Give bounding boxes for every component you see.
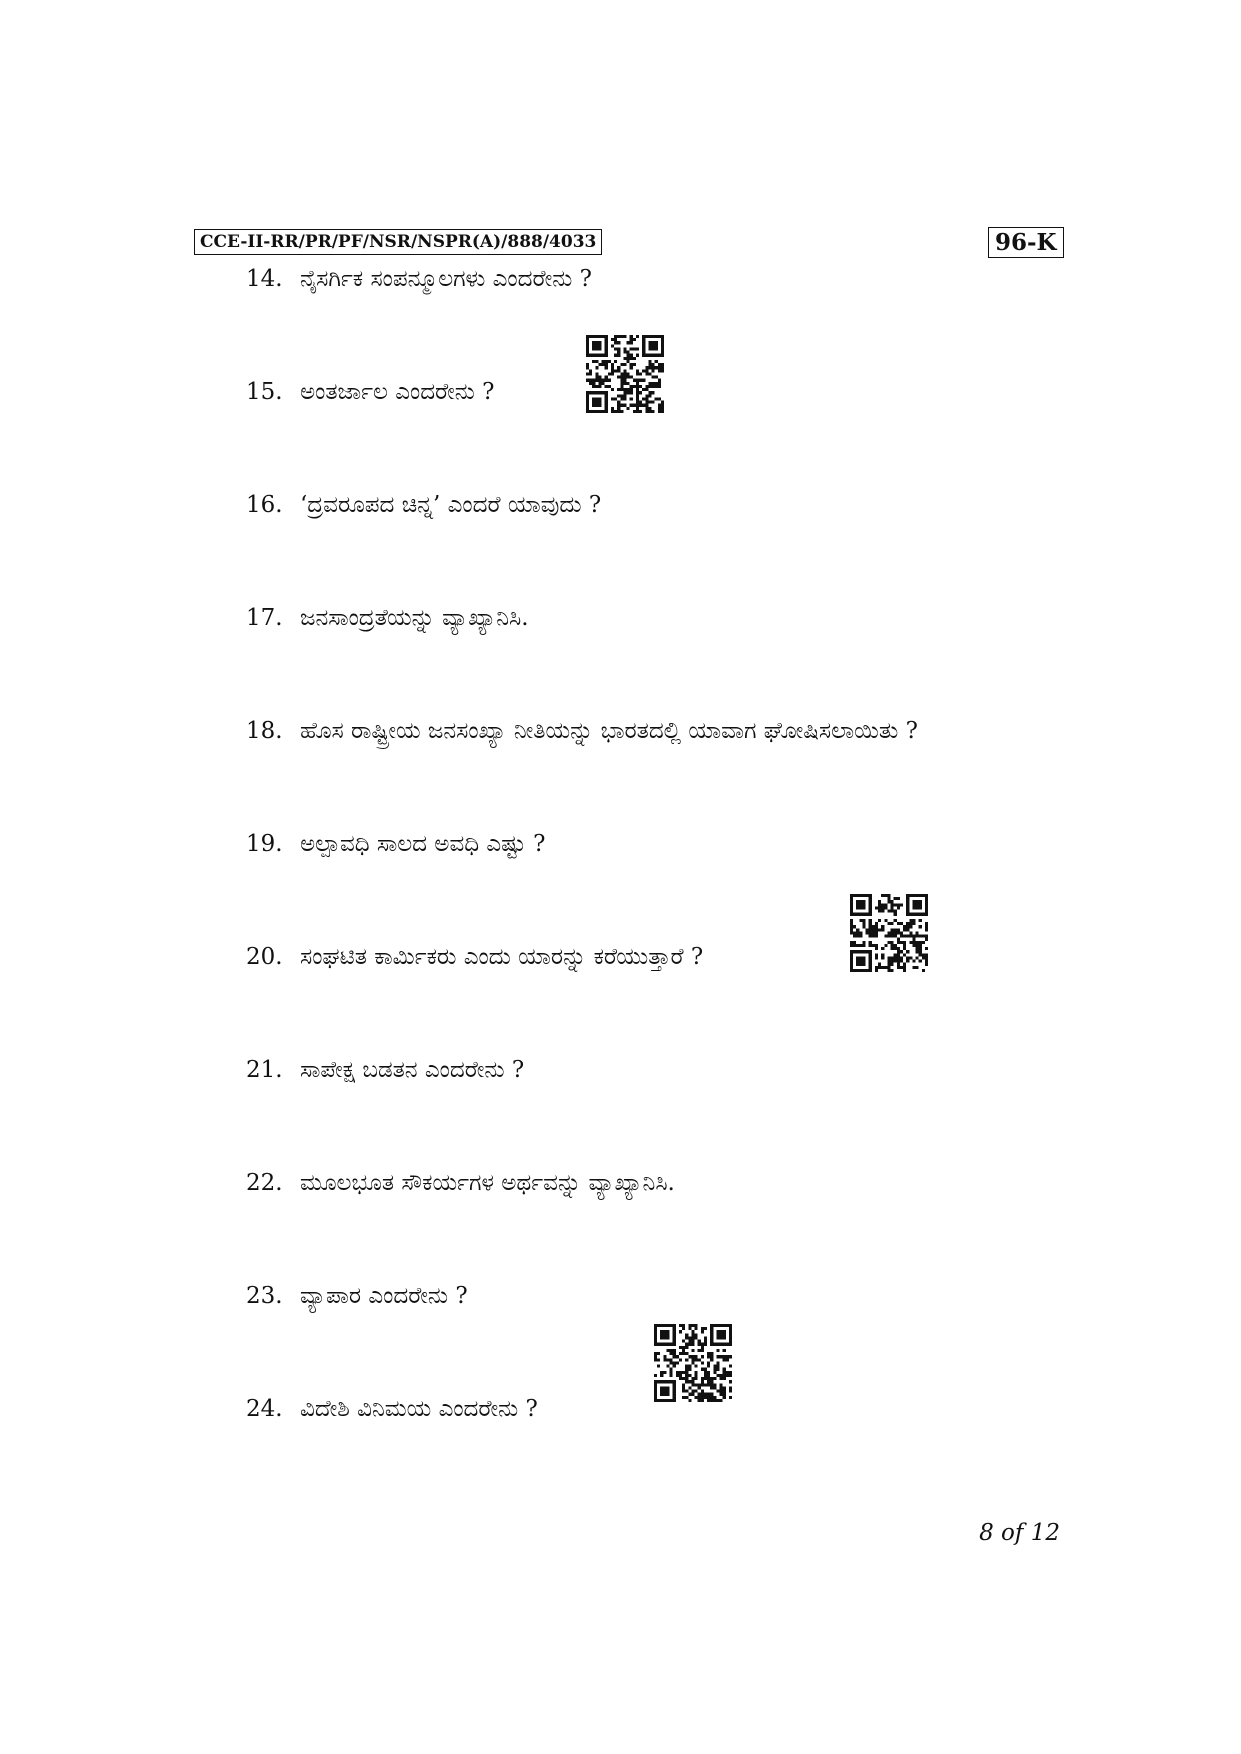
- question-text: ಜನಸಾಂದ್ರತೆಯನ್ನು ವ್ಯಾಖ್ಯಾನಿಸಿ.: [300, 605, 529, 631]
- question-24: [246, 1398, 538, 1421]
- question-number: 22.: [246, 1170, 283, 1196]
- question-text: ಅಲ್ಪಾವಧಿ ಸಾಲದ ಅವಧಿ ಎಷ್ಟು ?: [300, 831, 546, 857]
- question-text: ‘ದ್ರವರೂಪದ ಚಿನ್ನ’ ಎಂದರೆ ಯಾವುದು ?: [300, 492, 602, 518]
- question-text: ಸಾಪೇಕ್ಷ ಬಡತನ ಎಂದರೇನು ?: [300, 1057, 525, 1083]
- page-number: 8 of 12: [979, 1520, 1060, 1546]
- question-23: [246, 1285, 468, 1308]
- question-text: ಮೂಲಭೂತ ಸೌಕರ್ಯಗಳ ಅರ್ಥವನ್ನು ವ್ಯಾಖ್ಯಾನಿಸಿ.: [300, 1170, 675, 1196]
- question-number: 23.: [246, 1283, 283, 1309]
- question-text: ಅಂತರ್ಜಾಲ ಎಂದರೇನು ?: [300, 379, 495, 405]
- question-text: ನೈಸರ್ಗಿಕ ಸಂಪನ್ಮೂಲಗಳು ಎಂದರೇನು ?: [300, 266, 592, 292]
- question-22: [246, 1172, 675, 1195]
- question-number: 16.: [246, 492, 283, 518]
- question-text: ವ್ಯಾಪಾರ ಎಂದರೇನು ?: [300, 1283, 468, 1309]
- question-number: 18.: [246, 718, 283, 744]
- qr-code-icon: [850, 894, 928, 972]
- question-15: [246, 381, 495, 404]
- question-20: [246, 946, 703, 969]
- qr-code-icon: [586, 335, 664, 413]
- question-number: 17.: [246, 605, 283, 631]
- question-21: [246, 1059, 524, 1082]
- question-text: ಸಂಘಟಿತ ಕಾರ್ಮಿಕರು ಎಂದು ಯಾರನ್ನು ಕರೆಯುತ್ತಾರೆ ?: [300, 944, 704, 970]
- exam-code: CCE-II-RR/PR/PF/NSR/NSPR(A)/888/4033: [194, 229, 602, 255]
- question-number: 14.: [246, 266, 283, 292]
- subject-code: 96-K: [988, 227, 1064, 258]
- question-19: [246, 833, 545, 856]
- question-number: 24.: [246, 1396, 283, 1422]
- question-number: 20.: [246, 944, 283, 970]
- question-number: 21.: [246, 1057, 283, 1083]
- question-14: [246, 268, 592, 291]
- question-number: 15.: [246, 379, 283, 405]
- question-number: 19.: [246, 831, 283, 857]
- question-text: ಹೊಸ ರಾಷ್ಟ್ರೀಯ ಜನಸಂಖ್ಯಾ ನೀತಿಯನ್ನು ಭಾರತದಲ್ಲಿ ಯಾವಾಗ ಘೋಷಿಸಲಾಯಿತು ?: [300, 718, 918, 744]
- qr-code-icon: [654, 1324, 732, 1402]
- question-16: [246, 494, 601, 517]
- question-text: ವಿದೇಶಿ ವಿನಿಮಯ ಎಂದರೇನು ?: [300, 1396, 538, 1422]
- question-17: [246, 607, 529, 630]
- question-18: [246, 720, 918, 743]
